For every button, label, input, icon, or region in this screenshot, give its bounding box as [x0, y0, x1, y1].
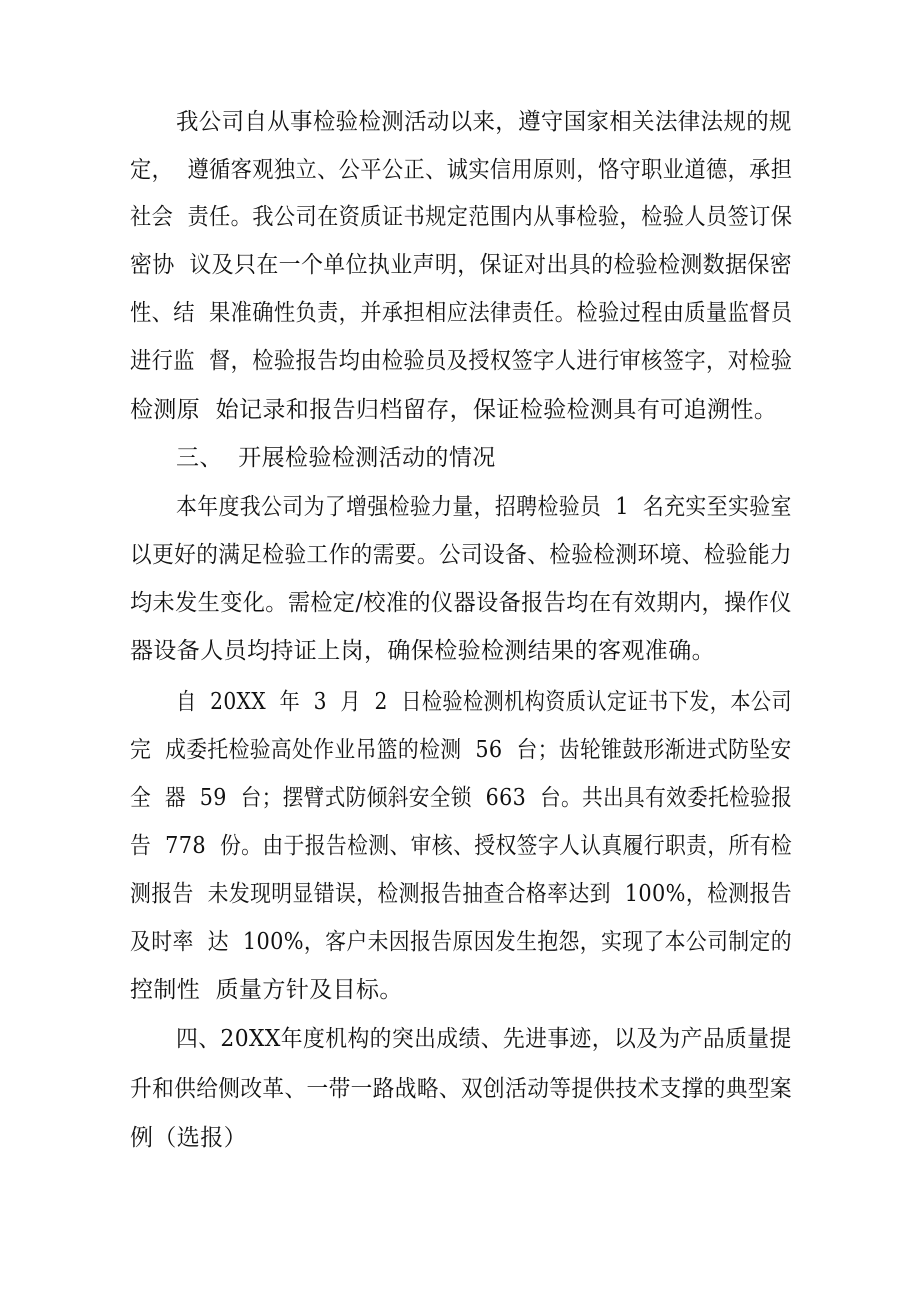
paragraph-2-line-4: 器设备人员均持证上岗，确保检验检测结果的客观准确。 — [130, 638, 715, 664]
paragraph-3-line-7: 控制性 质量方针及目标。 — [130, 977, 403, 1003]
paragraph-3-line-1: 自 20XX 年 3 月 2 日检验检测机构资质认定证书下发，本公司 — [176, 689, 792, 715]
paragraph-3-line-4: 告 778 份。由于报告检测、审核、授权签字人认真履行职责，所有检 — [130, 833, 793, 859]
paragraph-1-line-7: 检测原 始记录和报告归档留存，保证检验检测具有可追溯性。 — [130, 397, 778, 423]
paragraph-2-line-1: 本年度我公司为了增强检验力量，招聘检验员 1 名充实至实验室 — [176, 494, 792, 520]
section-heading-3: 三、 开展检验检测活动的情况 — [176, 445, 496, 471]
paragraph-3-line-5: 测报告 未发现明显错误，检测报告抽查合格率达到 100%，检测报告 — [130, 881, 792, 907]
paragraph-3-line-3: 全 器 59 台；摆臂式防倾斜安全锁 663 台。共出具有效委托检验报 — [130, 785, 793, 811]
section-heading-4-line-2: 升和供给侧改革、一带一路战略、双创活动等提供技术支撑的典型案 — [130, 1076, 792, 1102]
paragraph-1-line-6: 进行监 督，检验报告均由检验员及授权签字人进行审核签字，对检验 — [130, 348, 793, 374]
section-heading-4-line-1: 四、20XX年度机构的突出成绩、先进事迹，以及为产品质量提 — [176, 1026, 792, 1052]
paragraph-1-line-5: 性、结 果准确性负责，并承担相应法律责任。检验过程由质量监督员 — [130, 300, 793, 326]
paragraph-2-line-3: 均未发生变化。需检定/校准的仪器设备报告均在有效期内，操作仪 — [130, 590, 792, 616]
paragraph-3-line-6: 及时率 达 100%，客户未因报告原因发生抱怨，实现了本公司制定的 — [130, 929, 792, 955]
paragraph-2-line-2: 以更好的满足检验工作的需要。公司设备、检验检测环境、检验能力 — [130, 542, 792, 568]
paragraph-1-line-2: 定， 遵循客观独立、公平公正、诚实信用原则，恪守职业道德，承担 — [130, 157, 793, 183]
section-heading-4-line-3: 例（选报） — [130, 1125, 247, 1151]
paragraph-1-line-3: 社会 责任。我公司在资质证书规定范围内从事检验，检验人员签订保 — [130, 204, 793, 230]
paragraph-3-line-2: 完 成委托检验高处作业吊篮的检测 56 台；齿轮锥鼓形渐进式防坠安 — [130, 737, 792, 763]
paragraph-1-line-1: 我公司自从事检验检测活动以来，遵守国家相关法律法规的规 — [176, 109, 792, 135]
paragraph-1-line-4: 密协 议及只在一个单位执业声明，保证对出具的检验检测数据保密 — [130, 252, 793, 278]
